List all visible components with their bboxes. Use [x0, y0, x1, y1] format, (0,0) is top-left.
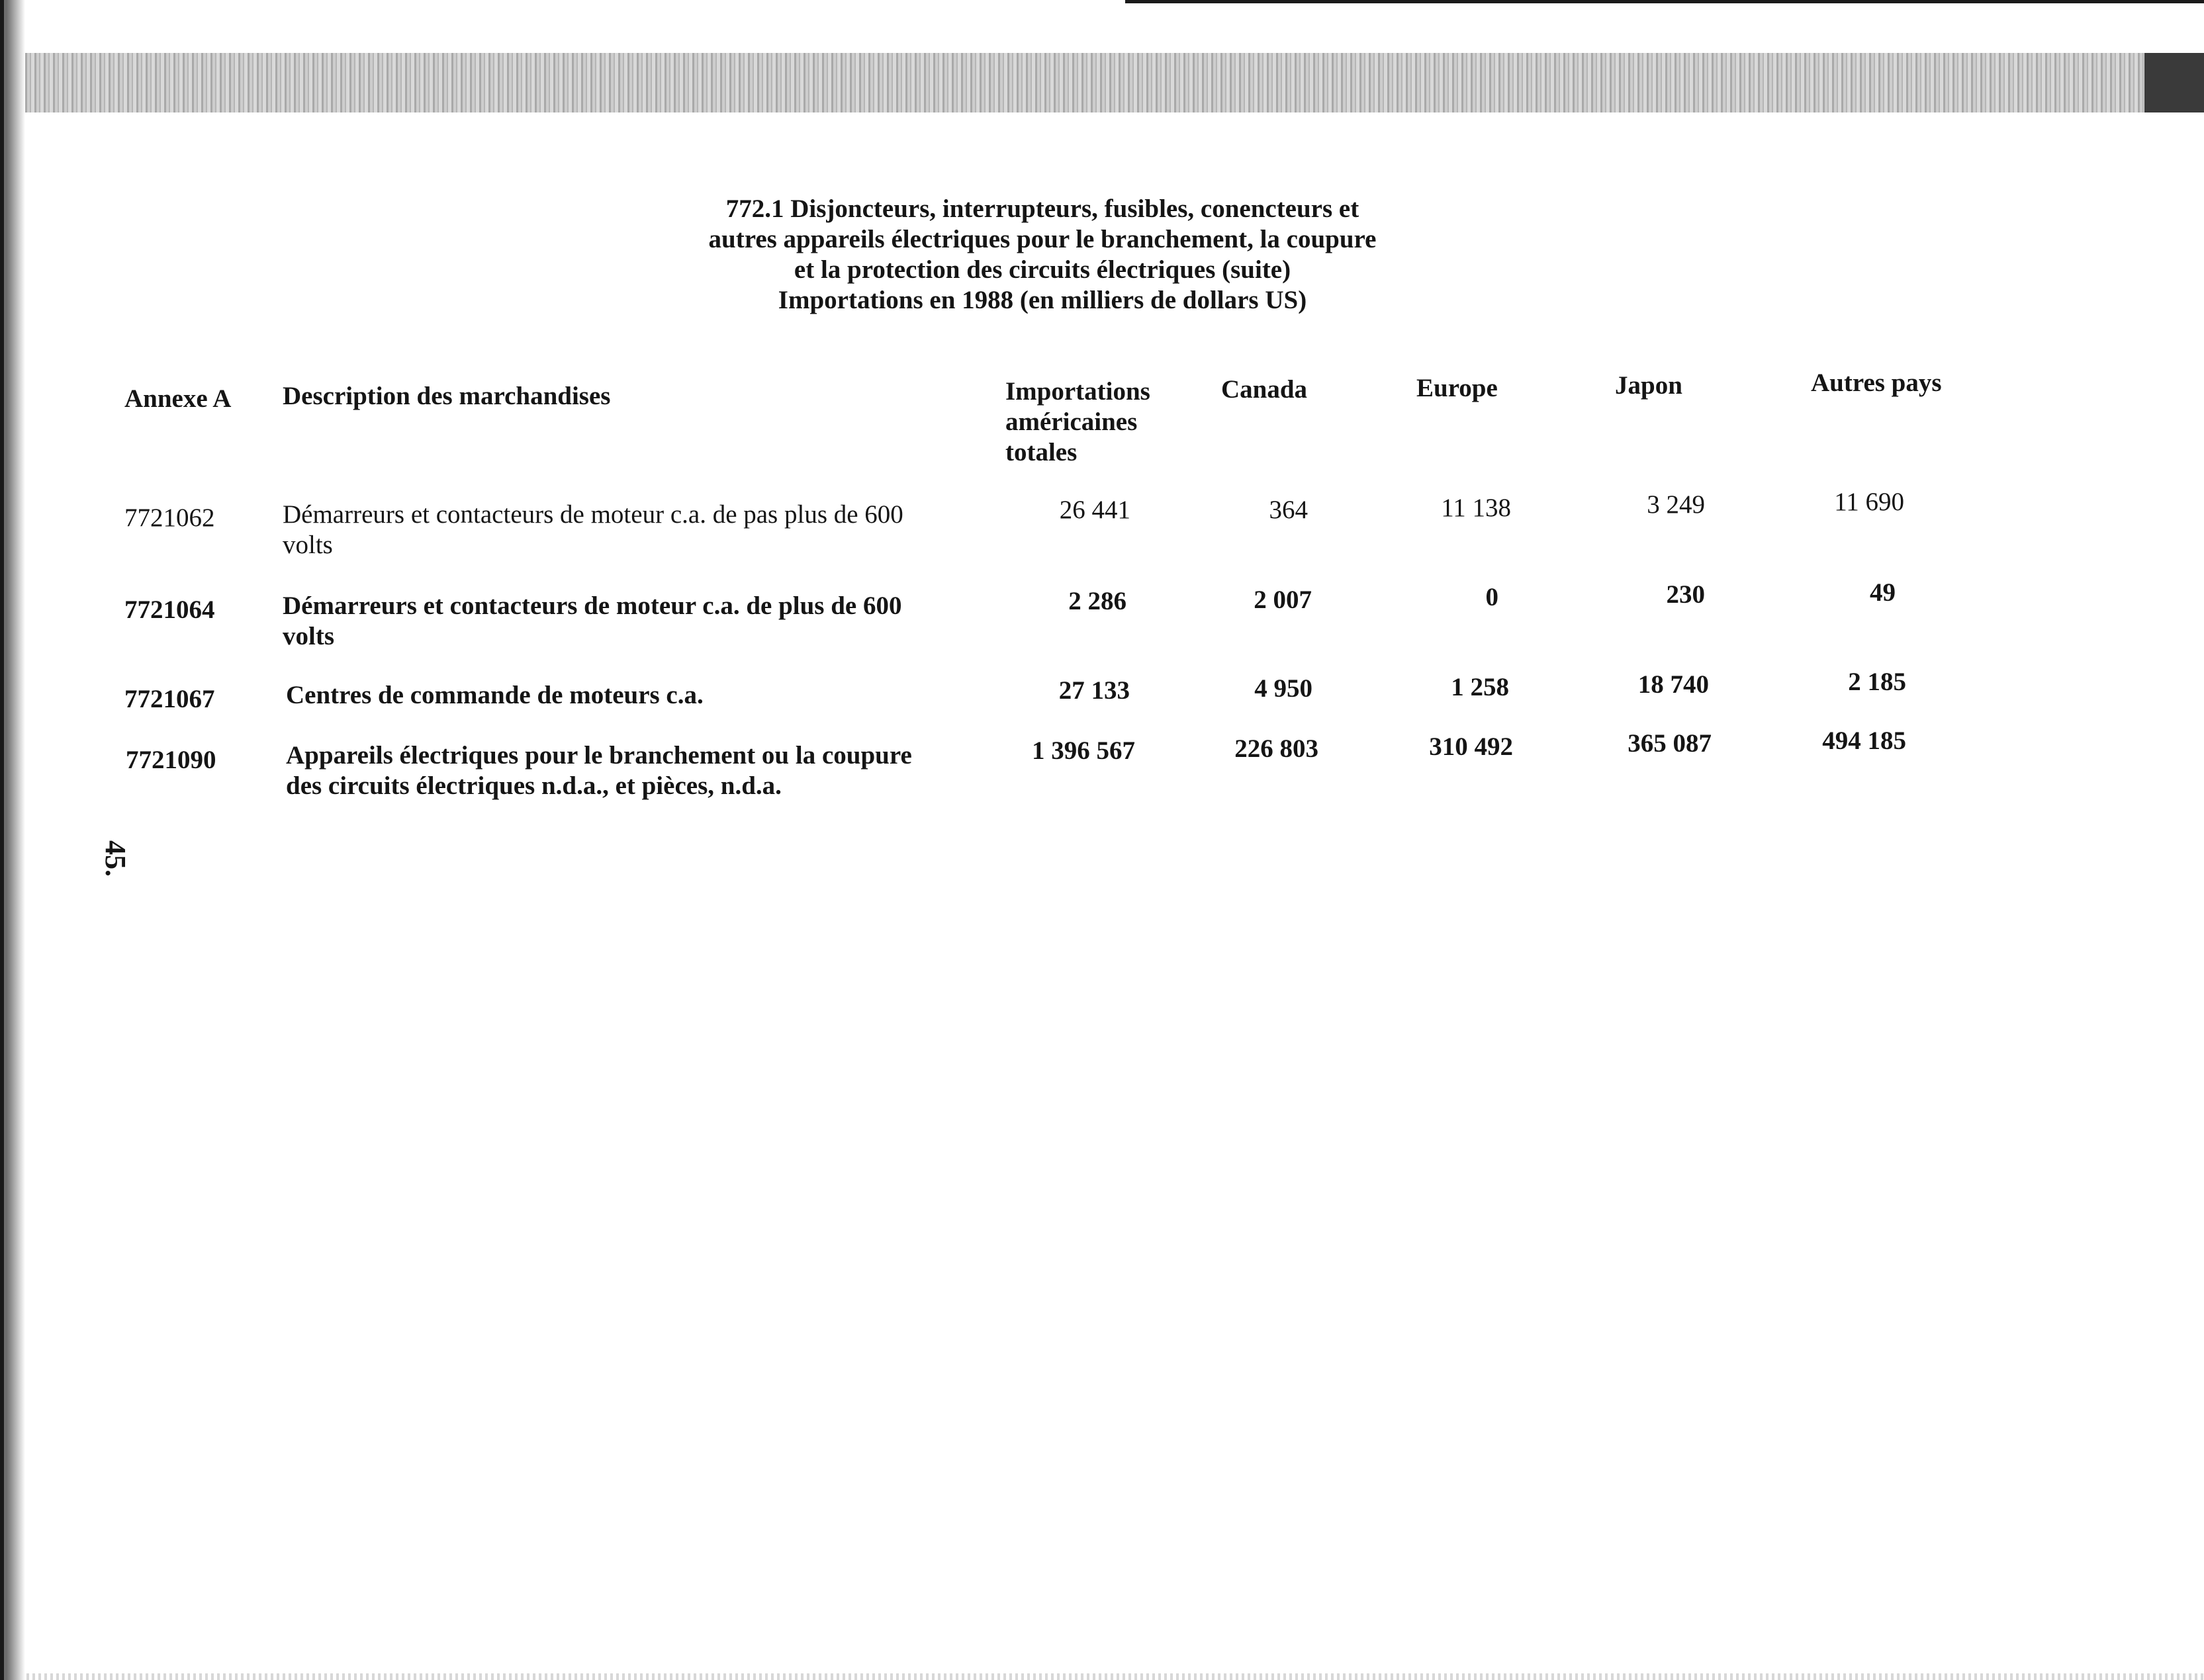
row-code: 7721062: [124, 504, 215, 532]
row-canada: 226 803: [1234, 734, 1318, 763]
row-autres: 494 185: [1822, 727, 1906, 755]
row-description: Démarreurs et contacteurs de moteur c.a. de plus de 600 volts: [283, 592, 902, 650]
page-number: 45.: [99, 840, 132, 877]
row-code: 7721090: [126, 746, 216, 774]
row-japon: 18 740: [1637, 670, 1709, 699]
row-japon: 230: [1666, 580, 1705, 609]
title-line: Importations en 1988 (en milliers de dollars US): [778, 286, 1307, 314]
scan-top-edge: [1125, 0, 2204, 3]
header-annexe: Annexe A: [124, 384, 232, 413]
row-description: Démarreurs et contacteurs de moteur c.a. de pas plus de 600 volts: [283, 500, 903, 559]
row-description: Centres de commande de moteurs c.a.: [286, 681, 704, 709]
row-canada: 4 950: [1254, 674, 1312, 703]
title-line: et la protection des circuits électriques (suite): [794, 255, 1291, 284]
row-imports-total: 26 441: [1059, 496, 1130, 524]
title-line: autres appareils électriques pour le branchement, la coupure: [708, 225, 1377, 253]
row-imports-total: 1 396 567: [1032, 736, 1135, 765]
header-canada: Canada: [1221, 375, 1308, 404]
row-canada: 364: [1269, 496, 1308, 524]
row-autres: 2 185: [1848, 668, 1906, 696]
header-japon: Japon: [1615, 371, 1682, 400]
row-europe: 310 492: [1429, 732, 1513, 761]
scan-band-shadow: [2144, 53, 2204, 112]
row-code: 7721064: [124, 596, 215, 624]
page-title: [596, 194, 1489, 316]
header-autres: Autres pays: [1811, 369, 1942, 397]
row-europe: 11 138: [1441, 494, 1511, 522]
row-japon: 365 087: [1628, 729, 1712, 758]
header-europe: Europe: [1416, 374, 1498, 402]
row-imports-total: 2 286: [1068, 587, 1126, 615]
row-europe: 0: [1485, 583, 1498, 611]
row-autres: 49: [1870, 578, 1896, 607]
row-code: 7721067: [124, 685, 215, 713]
row-japon: 3 249: [1647, 490, 1705, 519]
scan-band: [25, 53, 2204, 112]
header-description: Description des marchandises: [283, 382, 611, 410]
row-europe: 1 258: [1451, 673, 1509, 701]
row-imports-total: 27 133: [1058, 676, 1130, 705]
header-imports-total: Importations américaines totales: [1005, 377, 1150, 466]
title-line: 772.1 Disjoncteurs, interrupteurs, fusibles, conencteurs et: [725, 195, 1359, 223]
row-description: Appareils électriques pour le branchement ou la coupure des circuits électriques n.d.a., et pièces, n.d.a.: [286, 741, 912, 800]
scan-bottom-edge: [26, 1673, 2204, 1680]
row-canada: 2 007: [1254, 586, 1312, 614]
row-autres: 11 690: [1834, 488, 1904, 516]
scan-left-edge: [0, 0, 26, 1680]
